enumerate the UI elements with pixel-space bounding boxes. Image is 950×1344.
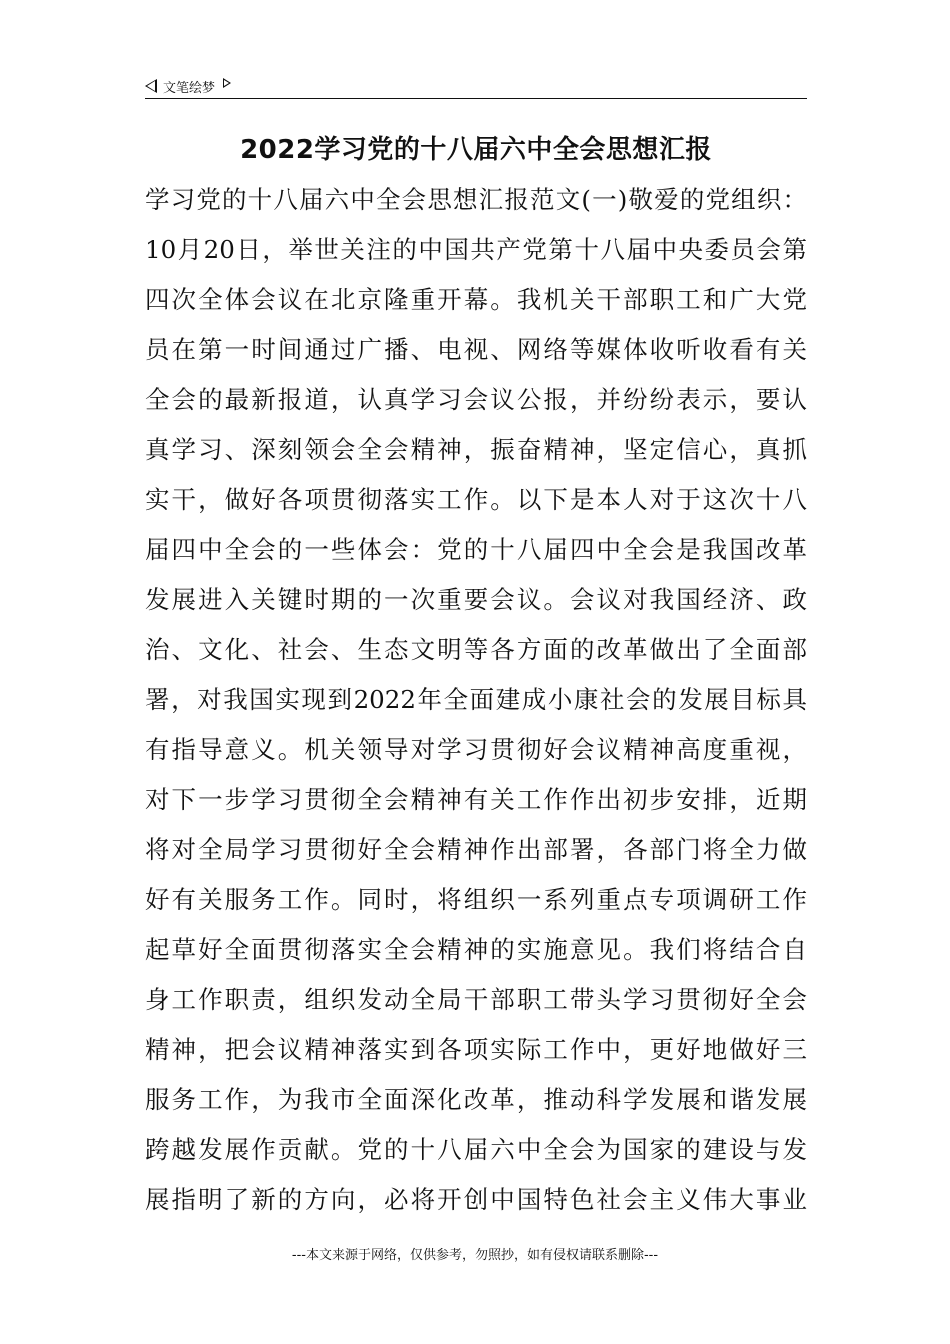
body-line: 起草好全面贯彻落实全会精神的实施意见。我们将结合自	[145, 935, 807, 964]
body-line: 治、文化、社会、生态文明等各方面的改革做出了全面部	[145, 635, 807, 664]
body-line: 全会的最新报道，认真学习会议公报，并纷纷表示，要认	[145, 385, 807, 414]
page-header	[145, 74, 807, 99]
body-line: 署，对我国实现到2022年全面建成小康社会的发展目标具	[145, 685, 807, 714]
body-line: 10月20日，举世关注的中国共产党第十八届中央委员会第	[145, 235, 807, 264]
body-line: 实干，做好各项贯彻落实工作。以下是本人对于这次十八	[145, 485, 807, 514]
body-line: 真学习、深刻领会全会精神，振奋精神，坚定信心，真抓	[145, 435, 807, 464]
body-line: 学习党的十八届六中全会思想汇报范文(一)敬爱的党组织：	[145, 185, 807, 214]
body-line: 好有关服务工作。同时，将组织一系列重点专项调研工作	[145, 885, 807, 914]
body-line: 服务工作，为我市全面深化改革，推动科学发展和谐发展	[145, 1085, 807, 1114]
body-line: 展指明了新的方向，必将开创中国特色社会主义伟大事业	[145, 1185, 807, 1214]
body-line: 届四中全会的一些体会：党的十八届四中全会是我国改革	[145, 535, 807, 564]
body-line: 有指导意义。机关领导对学习贯彻好会议精神高度重视，	[145, 735, 807, 764]
body-line: 四次全体会议在北京隆重开幕。我机关干部职工和广大党	[145, 285, 807, 314]
page-footer: ---本文来源于网络，仅供参考，勿照抄，如有侵权请联系删除---	[291, 1248, 659, 1263]
triangle-right-icon	[223, 78, 231, 88]
document-body	[145, 175, 807, 1225]
body-line: 发展进入关键时期的一次重要会议。会议对我国经济、政	[145, 585, 807, 614]
triangle-left-icon	[145, 79, 157, 93]
header-text: 文笔绘梦	[163, 80, 216, 96]
document-title: 2022学习党的十八届六中全会思想汇报	[240, 135, 712, 165]
body-line: 跨越发展作贡献。党的十八届六中全会为国家的建设与发	[145, 1135, 807, 1164]
body-line: 精神，把会议精神落实到各项实际工作中，更好地做好三	[145, 1035, 807, 1064]
body-line: 身工作职责，组织发动全局干部职工带头学习贯彻好全会	[145, 985, 807, 1014]
body-line: 对下一步学习贯彻全会精神有关工作作出初步安排，近期	[145, 785, 807, 814]
body-line: 将对全局学习贯彻好全会精神作出部署，各部门将全力做	[145, 835, 807, 864]
body-line: 员在第一时间通过广播、电视、网络等媒体收听收看有关	[145, 335, 807, 364]
